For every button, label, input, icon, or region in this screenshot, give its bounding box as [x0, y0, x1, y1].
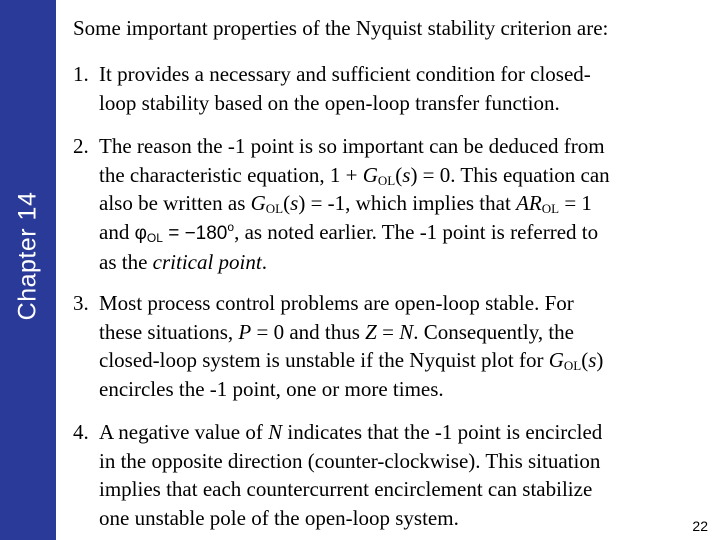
chapter-label: Chapter 14	[13, 191, 42, 321]
item-line: The reason the -1 point is so important can be deduced from	[99, 134, 605, 158]
item-text	[99, 60, 698, 117]
item-line: the characteristic equation, $1 + G_{OL}(s) = 0$. This equation can	[99, 162, 610, 188]
chapter-sidebar	[0, 0, 56, 540]
item-number: 4.	[73, 420, 89, 444]
item-line: encircles the -1 point, one or more times.	[99, 376, 444, 401]
item-line: closed-loop system is unstable if the Nyquist plot for $G_{OL}(s)$	[99, 348, 604, 373]
item-line: also be written as $G_{OL}(s) = -1$, which implies that $AR_{OL} = 1$	[99, 191, 592, 216]
item-line: Most process control problems are open-loop stable. For	[99, 291, 574, 315]
item-line: in the opposite direction (counter-clockwise). This situation	[99, 448, 601, 473]
list-item	[73, 132, 698, 277]
item-number: 3.	[73, 291, 89, 315]
item-line: loop stability based on the open-loop transfer function.	[99, 90, 560, 115]
list-item	[73, 289, 698, 403]
item-line: A negative value of N indicates that the -1 point is encircled	[99, 420, 603, 444]
item-line: and $\varphi_{OL} = -180^o$, as noted earlier. The -1 point is referred to	[99, 219, 599, 245]
item-line: one unstable pole of the open-loop system.	[99, 505, 459, 530]
item-text	[99, 289, 698, 403]
list-item	[73, 418, 698, 532]
phase-angle-expression: $\varphi_{OL} = -180^o$	[134, 219, 235, 245]
item-line: as the critical point.	[99, 250, 267, 274]
item-line: It provides a necessary and sufficient condition for closed-	[99, 62, 591, 86]
item-text	[99, 418, 698, 532]
item-number: 2.	[73, 134, 89, 158]
page-number: 22	[692, 518, 708, 534]
critical-point-term: critical point	[152, 250, 262, 274]
item-line: these situations, P = 0 and thus Z = N. Consequently, the	[99, 319, 574, 344]
item-text	[99, 132, 698, 277]
item-line: implies that each countercurrent encirclement can stabilize	[99, 477, 593, 501]
intro-text: Some important properties of the Nyquist stability criterion are:	[73, 16, 609, 40]
list-item	[73, 60, 698, 117]
item-number: 1.	[73, 62, 89, 86]
